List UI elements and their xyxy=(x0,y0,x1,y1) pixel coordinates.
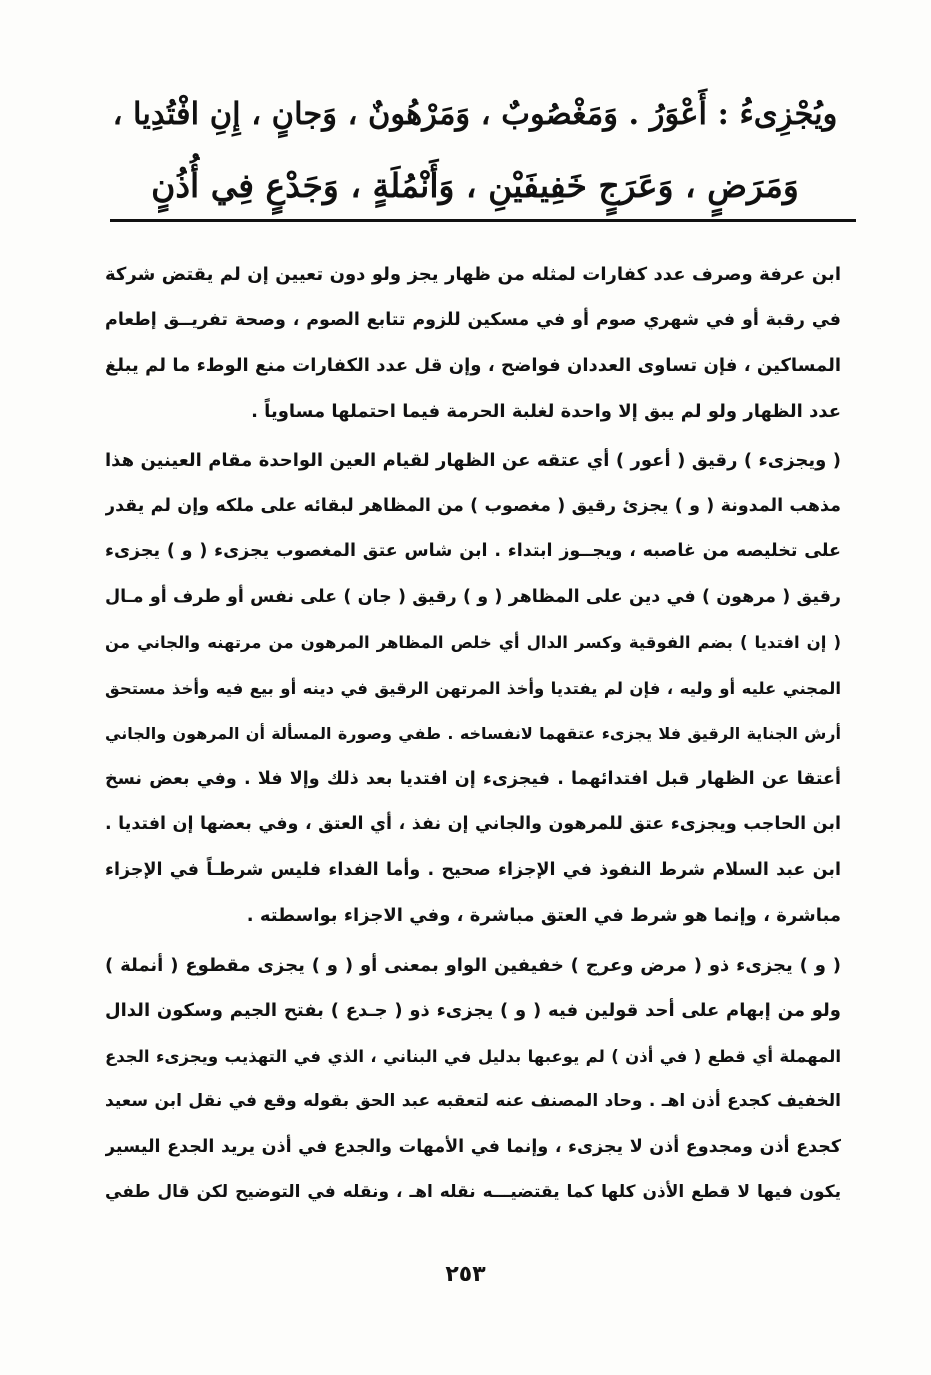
text-line: المهملة أي قطع ( في أذن ) لم يوعبها بدليل في البناني ، الذي في التهذيب ويجزىء الجدع xyxy=(105,1046,841,1066)
text-line: المساكين ، فإن تساوى العددان فواضح ، وإن قل عدد الكفارات منع الوطء ما لم يبلغ xyxy=(105,355,841,376)
text-line: المجني عليه أو وليه ، فإن لم يفتديا وأخذ المرتهن الرقيق في دينه أو بيع فيه وأخذ مستحق xyxy=(105,678,841,698)
text-line: ( ويجزىء ) رقيق ( أعور ) أي عتقه عن الظهار لقيام العين الواحدة مقام العينين هذا xyxy=(105,450,841,471)
text-line: كجدع أذن ومجدوع أذن لا يجزىء ، وإنما في الأمهات والجدع في أذن يريد الجدع اليسير xyxy=(105,1136,841,1157)
text-line: ( إن افتديا ) بضم الفوقية وكسر الدال أي خلص المظاهر المرهون من مرتهنه والجاني من xyxy=(105,633,841,652)
text-line: في رقبة أو في شهري صوم أو في مسكين للزوم تتابع الصوم ، وصحة تفريــق إطعام xyxy=(105,309,841,330)
matn-heading xyxy=(110,78,840,222)
text-line: مباشرة ، وإنما هو شرط في العتق مباشرة ، وفي الاجزاء بواسطته . xyxy=(246,905,841,926)
text-line: أرش الجناية الرقيق فلا يجزىء عتقهما لانفساخه . طفي وصورة المسألة أن المرهون والجاني xyxy=(105,724,841,743)
text-line: يكون فيها لا قطع الأذن كلها كما يقتضيـــه نقله اهـ ، ونقله في التوضيح لكن قال طفي xyxy=(105,1182,841,1202)
text-line: رقيق ( مرهون ) في دين على المظاهر ( و ) رقيق ( جان ) على نفس أو طرف أو مـال xyxy=(105,586,841,607)
commentary-body xyxy=(105,252,841,1216)
text-line: ابن عرفة وصرف عدد كفارات لمثله من ظهار يجز ولو دون تعيين إن لم يقتض شركة xyxy=(105,264,841,285)
paragraph-1 xyxy=(105,252,841,434)
text-line: على تخليصه من غاصبه ، ويجــوز ابتداء . ابن شاس عتق المغصوب يجزىء ( و ) يجزىء xyxy=(105,541,841,561)
text-line: عدد الظهار ولو لم يبق إلا واحدة لغلبة الحرمة فيما احتملها مساوياً . xyxy=(251,400,841,422)
paragraph-2 xyxy=(105,438,841,939)
text-line: مذهب المدونة ( و ) يجزئ رقيق ( مغصوب ) من المظاهر لبقائه على ملكه وإن لم يقدر xyxy=(105,495,841,516)
text-line: ولو من إبهام على أحد قولين فيه ( و ) يجزىء ذو ( جـدع ) بفتح الجيم وسكون الدال xyxy=(105,1000,841,1021)
text-line: ابن الحاجب ويجزىء عتق للمرهون والجاني إن نفذ ، أي العتق ، وفي بعضها إن افتديا . xyxy=(105,814,841,834)
text-line: الخفيف كجدع أذن اهـ . وحاد المصنف عنه لتعقبه عبد الحق بقوله وقع في نقل ابن سعيد xyxy=(105,1091,841,1111)
page-number: ٢٥٣ xyxy=(445,1262,486,1287)
heading-line-1: ويُجْزِىءُ : أَعْوَرُ . وَمَغْصُوبٌ ، وَمَرْهُونٌ ، وَجانٍ ، إِنِ افْتُدِيا ، xyxy=(112,96,838,132)
text-line: أعتقا عن الظهار قبل افتدائهما . فيجزىء إن افتديا بعد ذلك وإلا فلا . وفي بعض نسخ xyxy=(105,768,841,789)
paragraph-3 xyxy=(105,943,841,1216)
heading-divider xyxy=(110,219,856,222)
text-line: ( و ) يجزىء ذو ( مرض وعرج ) خفيفين الواو بمعنى أو ( و ) يجزى مقطوع ( أنملة ) xyxy=(105,954,841,976)
text-line: ابن عبد السلام شرط النفوذ في الإجزاء صحيح . وأما الفداء فليس شرطـاً في الإجزاء xyxy=(105,859,841,880)
heading-line-2: وَمَرَضٍ ، وَعَرَجٍ خَفِيفَيْنِ ، وَأَنْمُلَةٍ ، وَجَدْعٍ فِي أُذُنٍ xyxy=(151,166,799,205)
